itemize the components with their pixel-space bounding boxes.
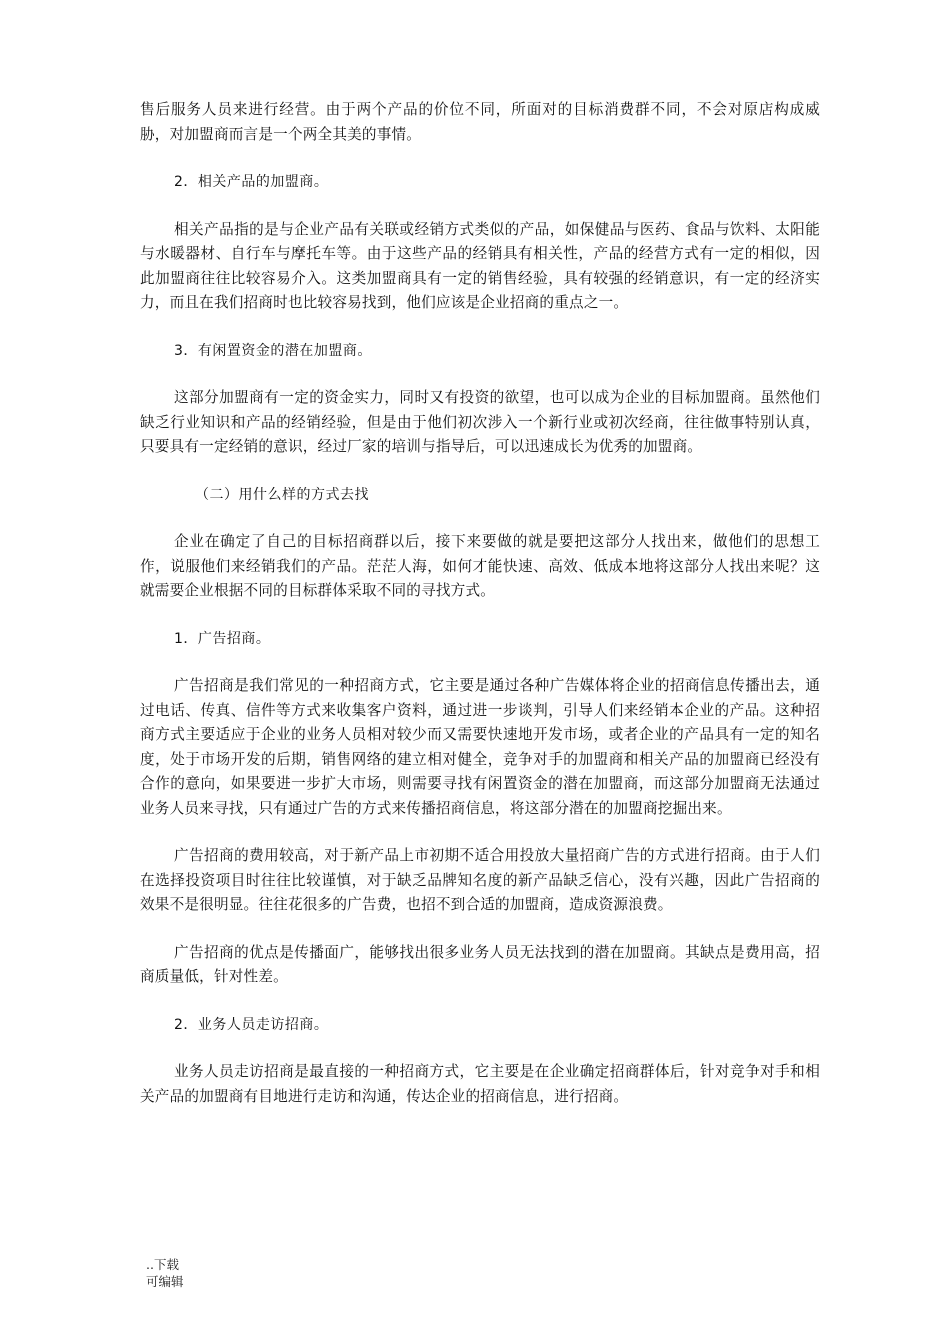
section-heading-idle-capital: 3．有闲置资金的潜在加盟商。 <box>174 342 372 359</box>
footer-download-label: ..下载 <box>146 1257 179 1272</box>
paragraph-how-to-find: 企业在确定了自己的目标招商群以后，接下来要做的就是要把这部分人找出来，做他们的思想工作，说服他们来经销我们的产品。茫茫人海，如何才能快速、高效、低成本地将这部分人找出来呢？这就需要企业根据不同的目标群体采取不同的寻找方式。 <box>140 533 820 599</box>
section-heading-related-products: 2．相关产品的加盟商。 <box>174 174 329 190</box>
paragraph-advertising-intro: 广告招商是我们常见的一种招商方式，它主要是通过各种广告媒体将企业的招商信息传播出去，通过电话、传真、信件等方式来收集客户资料，通过进一步谈判，引导人们来经销本企业的产品。这种招商方式主要适应于企业的业务人员相对较少而又需要快速地开发市场，或者企业的产品具有一定的知名度，处于市场开发的后期，销售网络的建立相对健全，竞争对手的加盟商和相关产品的加盟商已经没有合作的意向，如果要进一步扩大市场，则需要寻找有闲置资金的潜在加盟商，而这部分加盟商无法通过业务人员来寻找，只有通过广告的方式来传播招商信息，将这部分潜在的加盟商挖掘出来。 <box>140 677 820 817</box>
page-footer <box>146 1256 184 1290</box>
paragraph-related-products: 相关产品指的是与企业产品有关联或经销方式类似的产品，如保健品与医药、食品与饮料、太阳能与水暖器材、自行车与摩托车等。由于这些产品的经销具有相关性，产品的经营方式有一定的相似，因此加盟商往往比较容易介入。这类加盟商具有一定的销售经验，具有较强的经销意识，有一定的经济实力，而且在我们招商时也比较容易找到，他们应该是企业招商的重点之一。 <box>140 220 820 311</box>
paragraph-continuation: 售后服务人员来进行经营。由于两个产品的价位不同，所面对的目标消费群不同，不会对原店构成威胁，对加盟商而言是一个两全其美的事情。 <box>140 101 820 143</box>
paragraph-sales-visit: 业务人员走访招商是最直接的一种招商方式，它主要是在企业确定招商群体后，针对竞争对手和相关产品的加盟商有目地进行走访和沟通，传达企业的招商信息，进行招商。 <box>140 1063 820 1105</box>
section-heading-advertising: 1．广告招商。 <box>174 630 271 647</box>
section-heading-sales-visit: 2．业务人员走访招商。 <box>174 1016 329 1033</box>
section-heading-how-to-find: （二）用什么样的方式去找 <box>195 486 369 503</box>
paragraph-idle-capital: 这部分加盟商有一定的资金实力，同时又有投资的欲望，也可以成为企业的目标加盟商。虽然他们缺乏行业知识和产品的经销经验，但是由于他们初次涉入一个新行业或初次经商，往往做事特别认真，只要具有一定经销的意识，经过厂家的培训与指导后，可以迅速成长为优秀的加盟商。 <box>140 389 820 455</box>
footer-editable-label: 可编辑 <box>146 1274 184 1289</box>
document-body <box>140 98 820 1132</box>
paragraph-advertising-pros-cons: 广告招商的优点是传播面广，能够找出很多业务人员无法找到的潜在加盟商。其缺点是费用高，招商质量低，针对性差。 <box>140 943 820 985</box>
paragraph-advertising-cost: 广告招商的费用较高，对于新产品上市初期不适合用投放大量招商广告的方式进行招商。由于人们在选择投资项目时往往比较谨慎，对于缺乏品牌知名度的新产品缺乏信心，没有兴趣，因此广告招商的效果不是很明显。往往花很多的广告费，也招不到合适的加盟商，造成资源浪费。 <box>140 847 820 913</box>
